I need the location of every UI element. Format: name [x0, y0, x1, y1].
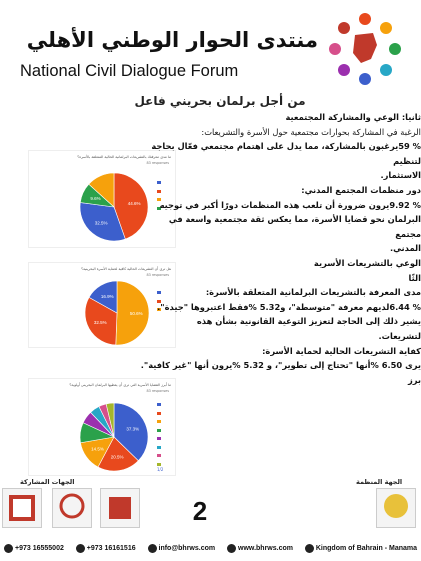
slice-label: 37.3%	[126, 426, 140, 432]
text-line: دور منظمات المجتمع المدني:	[301, 184, 421, 195]
partner-logo-1	[2, 488, 42, 528]
text-line: البرلمان نحو قضايا الأسرة، مما يعكس ثقة مجتمعية واسعة في	[168, 214, 421, 225]
text-line: المدني.	[390, 243, 421, 254]
text-line: % 59يرغبون بالمشاركة، مما يدل على اهتمام مجتمعي فعّال بحاجة	[151, 141, 421, 152]
phone-2[interactable]: +973 16161516	[76, 544, 136, 553]
chart-question: هل ترى أن التشريعات الحالية كافية لحماية الأسرة البحرينية؟	[81, 267, 171, 271]
globe-icon	[227, 544, 236, 553]
slice-label: 32.5%	[93, 319, 107, 325]
text-line: لتنظيم	[393, 155, 421, 166]
text-line: برز	[407, 374, 421, 385]
text-line: مدى المعرفة بالتشريعات البرلمانية المتعلقة بالأسرة:	[205, 287, 421, 298]
partner-logo-2	[52, 488, 92, 528]
chart-question: ما أبرز القضايا الأسرية التي ترى أن يعطيها البرلمان البحريني أولوية؟	[69, 383, 171, 387]
text-line: يشير ذلك إلى الحاجة لتعزيز التوعية القانونية بشأن هذه	[196, 316, 421, 327]
slice-label: 16.9%	[100, 293, 114, 299]
text-line: % 9.92يرون ضرورة أن تلعب هذه المنظمات دورًا أكبر في توجيه	[159, 199, 421, 210]
text-line: الوعي بالتشريعات الأسرية	[313, 257, 421, 268]
phone-icon	[76, 544, 85, 553]
slice-label: 14.5%	[91, 446, 104, 452]
slice-label: 50.6%	[129, 310, 143, 316]
slice-label: 9.6%	[90, 195, 101, 201]
chart-responses: 83 responses	[146, 389, 169, 393]
survey-chart-2	[28, 262, 176, 348]
page-number: 2	[192, 496, 208, 526]
contact-bar	[0, 539, 421, 557]
location-icon	[305, 544, 314, 553]
website[interactable]: www.bhrws.com	[227, 544, 293, 553]
phone-1[interactable]: +973 16555002	[4, 544, 64, 553]
email[interactable]: info@bhrws.com	[148, 544, 216, 553]
partner-logo-3	[100, 488, 140, 528]
location: Kingdom of Bahrain - Manama	[305, 544, 417, 553]
text-line: مجتمع	[395, 228, 421, 239]
mail-icon	[148, 544, 157, 553]
text-line: الرغبة في المشاركة بحوارات مجتمعية حول الأسرة والتشريعات:	[201, 126, 421, 137]
text-line: الثًا	[408, 272, 421, 283]
survey-chart-3	[28, 378, 176, 476]
chart-responses: 83 responses	[146, 161, 169, 165]
text-line: يرى 6.50 %أنها "تحتاج إلى تطوير"، و 5.32 %يرون أنها "غير كافية".	[140, 360, 421, 371]
organizer-label: الجهة المنظمة	[356, 478, 403, 486]
organizer-logo	[376, 488, 416, 528]
text-line: % 6.44لديهم معرفة "متوسطة"، و5.32 %فقط اعتبروها "جيدة".	[157, 301, 421, 312]
slice-label: 32.5%	[94, 220, 108, 226]
slice-label: 20.5%	[110, 454, 124, 460]
text-line: لتشريعات.	[378, 330, 421, 341]
slogan: من أجل برلمان بحريني فاعل	[134, 94, 306, 108]
chart-responses: 83 responses	[146, 273, 169, 277]
whatsapp-icon	[4, 544, 13, 553]
slice-label: 44.6%	[127, 201, 141, 207]
chart-question: ما مدى معرفتك بالتشريعات البرلمانية الحالية المتعلقة بالأسرة؟	[77, 155, 171, 159]
survey-chart-1	[28, 150, 176, 248]
chart-pager[interactable]: 1/2	[157, 467, 164, 472]
participants-label: الجهات المشاركة	[20, 478, 75, 486]
forum-title-arabic: منتدى الحوار الوطني الأهلي	[26, 28, 318, 52]
forum-title-english: National Civil Dialogue Forum	[20, 62, 239, 80]
text-line: الاستثمار.	[380, 170, 421, 181]
text-line: ثانيا: الوعي والمشاركة المجتمعية	[285, 112, 421, 122]
text-line: كفاية التشريعات الحالية لحماية الأسرة:	[262, 345, 421, 356]
